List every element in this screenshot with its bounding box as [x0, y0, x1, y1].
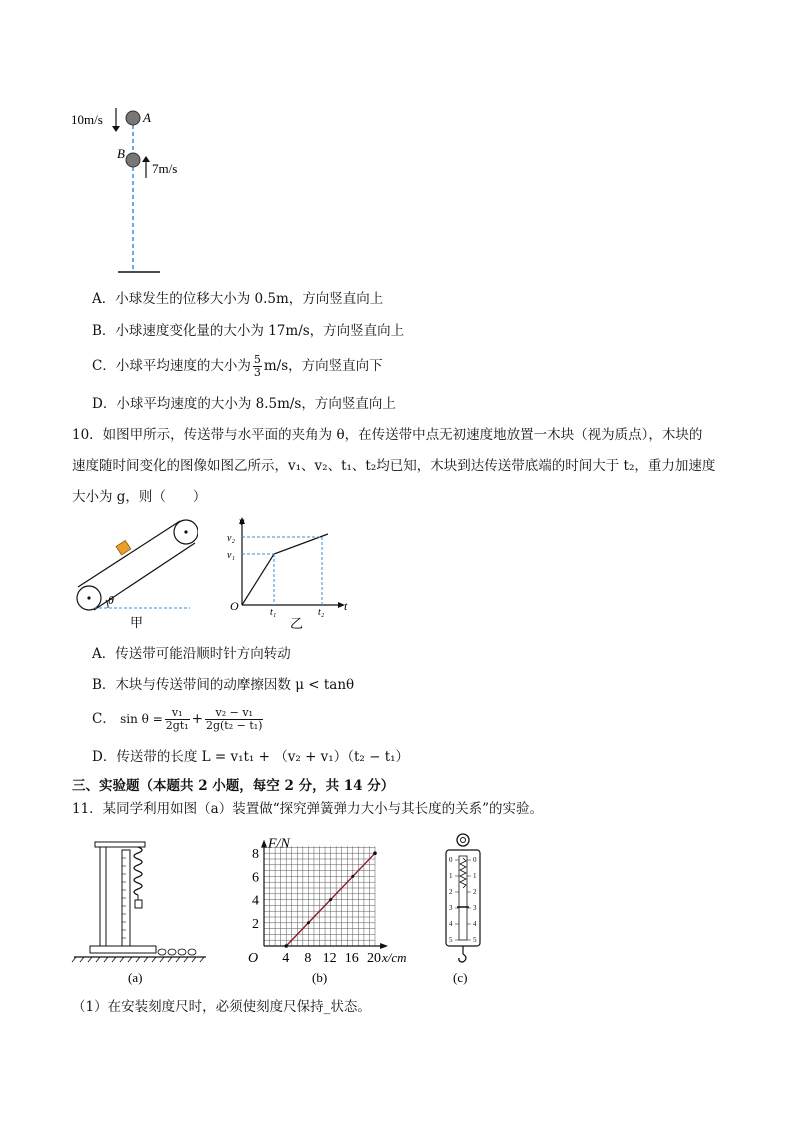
- ball-a-label: A: [143, 110, 151, 125]
- v2-label: v₂: [227, 533, 235, 544]
- q10-option-a: A．传送带可能沿顺时针方向转动: [92, 646, 291, 662]
- q9-option-c-suffix: ，方向竖直向下: [288, 358, 383, 374]
- origin-label: O: [230, 599, 239, 613]
- x-axis-label: x/cm: [382, 950, 407, 965]
- data-point: [284, 944, 288, 948]
- ball-b-label: B: [117, 146, 125, 161]
- t-axis-label: t: [344, 599, 348, 613]
- x-tick-label: 12: [322, 951, 337, 966]
- fig-jia-caption: 甲: [130, 615, 144, 630]
- svg-text:4: 4: [473, 920, 477, 928]
- svg-text:3: 3: [449, 904, 453, 912]
- q10-stem-line3: 大小为 g，则（ ）: [72, 489, 207, 505]
- wooden-block: [116, 541, 131, 555]
- svg-text:2: 2: [473, 888, 477, 896]
- svg-text:1: 1: [449, 872, 453, 880]
- y-tick-label: 8: [252, 847, 259, 863]
- weights-on-ground: [158, 949, 196, 955]
- force-length-chart: [242, 828, 412, 990]
- y-tick-label: 4: [252, 893, 259, 909]
- q10-option-c: C． sin θ = $\frac{\text{v₁}}{\text{2gt₁}}$ + $\frac{\text{v₂ − v₁}}{\text{2g(t₂ − t₁)}}$: [92, 706, 263, 732]
- x-tick-label: 16: [344, 951, 359, 966]
- x-tick-label: 20: [367, 951, 381, 966]
- q11-stem: 11．某同学利用如图（a）装置做“探究弹簧弹力大小与其长度的关系”的实验。: [72, 801, 544, 817]
- q10-option-b: B．木块与传送带间的动摩擦因数 μ < tanθ: [92, 677, 355, 693]
- fraction: $\frac{5}{3}$: [253, 353, 261, 379]
- stand-pole: [100, 842, 106, 946]
- y-tick-label: 6: [252, 870, 259, 886]
- t2-label: t₂: [318, 607, 325, 618]
- svg-text:0: 0: [449, 856, 453, 864]
- section-title: 三、实验题（本题共 2 小题，每空 2 分，共 14 分）: [72, 778, 395, 794]
- origin-label: O: [248, 951, 259, 966]
- data-point: [373, 851, 377, 855]
- svg-text:4: 4: [449, 920, 453, 928]
- q9-option-c: [92, 352, 383, 380]
- velocity-up-label: 7m/s: [152, 161, 178, 176]
- svg-text:2: 2: [449, 888, 453, 896]
- data-point: [329, 898, 332, 901]
- q9-option-d: D．小球平均速度的大小为 8.5m/s，方向竖直向上: [92, 396, 396, 412]
- velocity-curve: [242, 534, 328, 605]
- y-axis-arrow: [261, 840, 267, 848]
- theta-label: θ: [108, 593, 114, 607]
- velocity-down-label: 10m/s: [71, 112, 103, 127]
- vt-graph: [226, 512, 356, 634]
- svg-text:0: 0: [473, 856, 477, 864]
- svg-text:5: 5: [473, 936, 477, 944]
- q9-option-a: A．小球发生的位移大小为 0.5m，方向竖直向上: [92, 291, 384, 307]
- ball-a: [126, 111, 140, 125]
- spring-scale-figure: [438, 828, 488, 990]
- conveyor-figure: [68, 512, 198, 632]
- q10-stem-line2: 速度随时间变化的图像如图乙所示，v₁、v₂、t₁、t₂均已知，木块到达传送带底端的时间大于 t₂，重力加速度: [72, 458, 716, 474]
- x-tick-label: 8: [304, 951, 312, 966]
- unit: m/s: [263, 358, 289, 374]
- q10-option-d: D．传送带的长度 L = v₁t₁ + （v₂ + v₁）（t₂ − t₁）: [92, 749, 410, 765]
- q9-option-b: B．小球速度变化量的大小为 17m/s，方向竖直向上: [92, 323, 405, 339]
- t1-label: t₁: [270, 607, 277, 618]
- x-tick-label: 4: [282, 951, 290, 966]
- data-point: [307, 921, 310, 924]
- spring: [134, 847, 142, 895]
- hanging-weight: [135, 900, 142, 908]
- x-axis-arrow: [380, 943, 388, 949]
- q9-option-c-prefix: C．小球平均速度的大小为: [92, 358, 251, 374]
- q9-figure: [66, 100, 196, 280]
- q11-sub1: （1）在安装刻度尺时，必须使刻度尺保持_状态。: [72, 999, 371, 1015]
- data-point: [351, 875, 354, 878]
- q10-stem-line1: 10．如图甲所示，传送带与水平面的夹角为 θ，在传送带中点无初速度地放置一木块（视为质点），木块的: [72, 427, 703, 443]
- fig-yi-caption: 乙: [290, 616, 304, 631]
- belt-top-edge: [78, 521, 180, 587]
- clamp-arm: [95, 842, 145, 847]
- svg-text:3: 3: [473, 904, 477, 912]
- fig-c-caption: (c): [453, 970, 468, 985]
- fig-a-caption: (a): [128, 970, 143, 985]
- v-axis-label: v: [239, 514, 245, 528]
- y-axis-label: F/N: [268, 836, 290, 852]
- stand-base: [90, 946, 156, 953]
- svg-text:5: 5: [449, 936, 453, 944]
- v1-label: v₁: [227, 550, 235, 561]
- ball-b: [126, 153, 140, 167]
- y-tick-label: 2: [252, 916, 259, 932]
- hook-icon: [459, 954, 466, 962]
- svg-text:1: 1: [473, 872, 477, 880]
- apparatus-figure: [70, 828, 210, 990]
- fig-b-caption: (b): [312, 970, 328, 985]
- ground-hatch: [72, 957, 204, 962]
